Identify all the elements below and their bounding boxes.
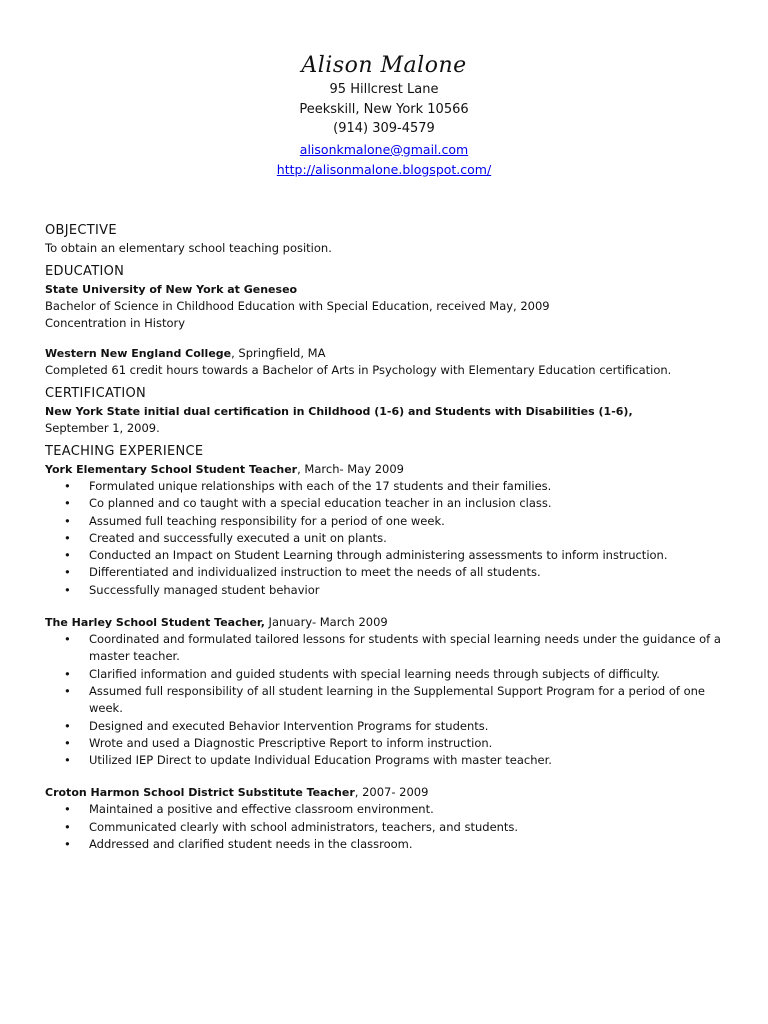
job-bullet-list xyxy=(45,631,735,769)
resume-body xyxy=(45,222,735,853)
job-entry xyxy=(45,461,735,599)
list-item: • Communicated clearly with school administrators, teachers, and students. xyxy=(45,819,725,836)
list-item: • Utilized IEP Direct to update Individual Education Programs with master teacher. xyxy=(45,752,725,769)
certification-date: September 1, 2009. xyxy=(45,421,160,435)
job-dates: , 2007- 2009 xyxy=(354,785,429,800)
bullet-icon: • xyxy=(64,582,71,597)
bullet-icon: • xyxy=(64,496,71,511)
bullet-icon: • xyxy=(64,666,71,681)
job-entry xyxy=(45,614,735,769)
bullet-icon: • xyxy=(64,683,71,698)
list-item: • Designed and executed Behavior Intervention Programs for students. xyxy=(45,718,725,735)
bullet-icon: • xyxy=(64,479,71,493)
certification-section xyxy=(45,385,735,437)
list-item: • Maintained a positive and effective classroom environment. xyxy=(45,801,725,818)
list-item: • Co planned and co taught with a special education teacher in an inclusion class. xyxy=(45,495,725,512)
address-line-1: 95 Hillcrest Lane xyxy=(329,82,439,97)
list-item: • Created and successfully executed a unit on plants. xyxy=(45,530,725,547)
education-section xyxy=(45,263,735,379)
job-role: Croton Harmon School District Substitute Teacher xyxy=(45,786,355,800)
school-name: State University of New York at Geneseo xyxy=(45,283,298,296)
bullet-icon: • xyxy=(64,802,71,817)
education-heading: EDUCATION xyxy=(45,264,125,279)
list-item: • Addressed and clarified student needs in the classroom. xyxy=(45,836,725,853)
bullet-icon: • xyxy=(64,837,71,852)
list-item: • Formulated unique relationships with each of the 17 students and their families. xyxy=(45,478,725,495)
list-item: • Wrote and used a Diagnostic Prescriptive Report to inform instruction. xyxy=(45,735,725,752)
bullet-icon: • xyxy=(64,513,71,528)
concentration-line: Concentration in History xyxy=(45,316,186,330)
list-item: • Assumed full teaching responsibility for a period of one week. xyxy=(45,513,725,530)
list-item: • Conducted an Impact on Student Learning through administering assessments to inform instruction. xyxy=(45,547,725,564)
address-line-2: Peekskill, New York 10566 xyxy=(299,101,469,117)
bullet-icon: • xyxy=(64,753,71,768)
list-item: • Differentiated and individualized instruction to meet the needs of all students. xyxy=(45,564,725,581)
job-bullet-list xyxy=(45,478,735,599)
education-entry xyxy=(45,281,735,332)
school-location: , Springfield, MA xyxy=(231,346,326,360)
list-item: • Coordinated and formulated tailored lessons for students with special learning needs under the guidance of a master teacher. xyxy=(64,632,721,664)
job-dates: January- March 2009 xyxy=(264,615,388,630)
objective-section xyxy=(45,222,735,257)
phone-number: (914) 309-4579 xyxy=(333,121,435,136)
list-item: • Successfully managed student behavior xyxy=(45,582,725,599)
school-name: Western New England College xyxy=(45,347,232,360)
bullet-icon: • xyxy=(64,530,71,545)
resume-header xyxy=(0,52,768,180)
objective-heading: OBJECTIVE xyxy=(45,223,117,238)
education-entry xyxy=(45,345,735,379)
candidate-name: Alison Malone xyxy=(301,53,467,78)
bullet-icon: • xyxy=(64,819,71,834)
certification-heading: CERTIFICATION xyxy=(45,386,147,401)
website-link[interactable]: http://alisonmalone.blogspot.com/ xyxy=(276,162,492,177)
job-role: The Harley School Student Teacher, xyxy=(45,616,265,630)
degree-line: Bachelor of Science in Childhood Education with Special Education, received May, 2009 xyxy=(45,299,550,313)
bullet-icon: • xyxy=(64,718,71,733)
bullet-icon: • xyxy=(64,565,71,580)
job-entry xyxy=(45,784,735,853)
list-item: • Clarified information and guided students with special learning needs through subjects of difficulty. xyxy=(45,666,725,683)
bullet-icon: • xyxy=(64,548,71,563)
credits-line: Completed 61 credit hours towards a Bachelor of Arts in Psychology with Elementary Education certification. xyxy=(45,363,672,377)
certification-text: New York State initial dual certification in Childhood (1-6) and Students with Disabilities (1-6), xyxy=(45,405,633,418)
objective-text: To obtain an elementary school teaching position. xyxy=(45,241,332,255)
list-item: • Assumed full responsibility of all student learning in the Supplemental Support Program for a period of one week. xyxy=(64,683,705,716)
bullet-icon: • xyxy=(64,735,71,750)
experience-section xyxy=(45,443,735,853)
job-bullet-list xyxy=(45,801,735,853)
job-role: York Elementary School Student Teacher xyxy=(45,463,298,476)
experience-heading: TEACHING EXPERIENCE xyxy=(45,444,204,459)
job-dates: , March- May 2009 xyxy=(297,462,404,476)
email-link[interactable]: alisonkmalone@gmail.com xyxy=(299,141,469,157)
bullet-icon: • xyxy=(64,632,71,647)
